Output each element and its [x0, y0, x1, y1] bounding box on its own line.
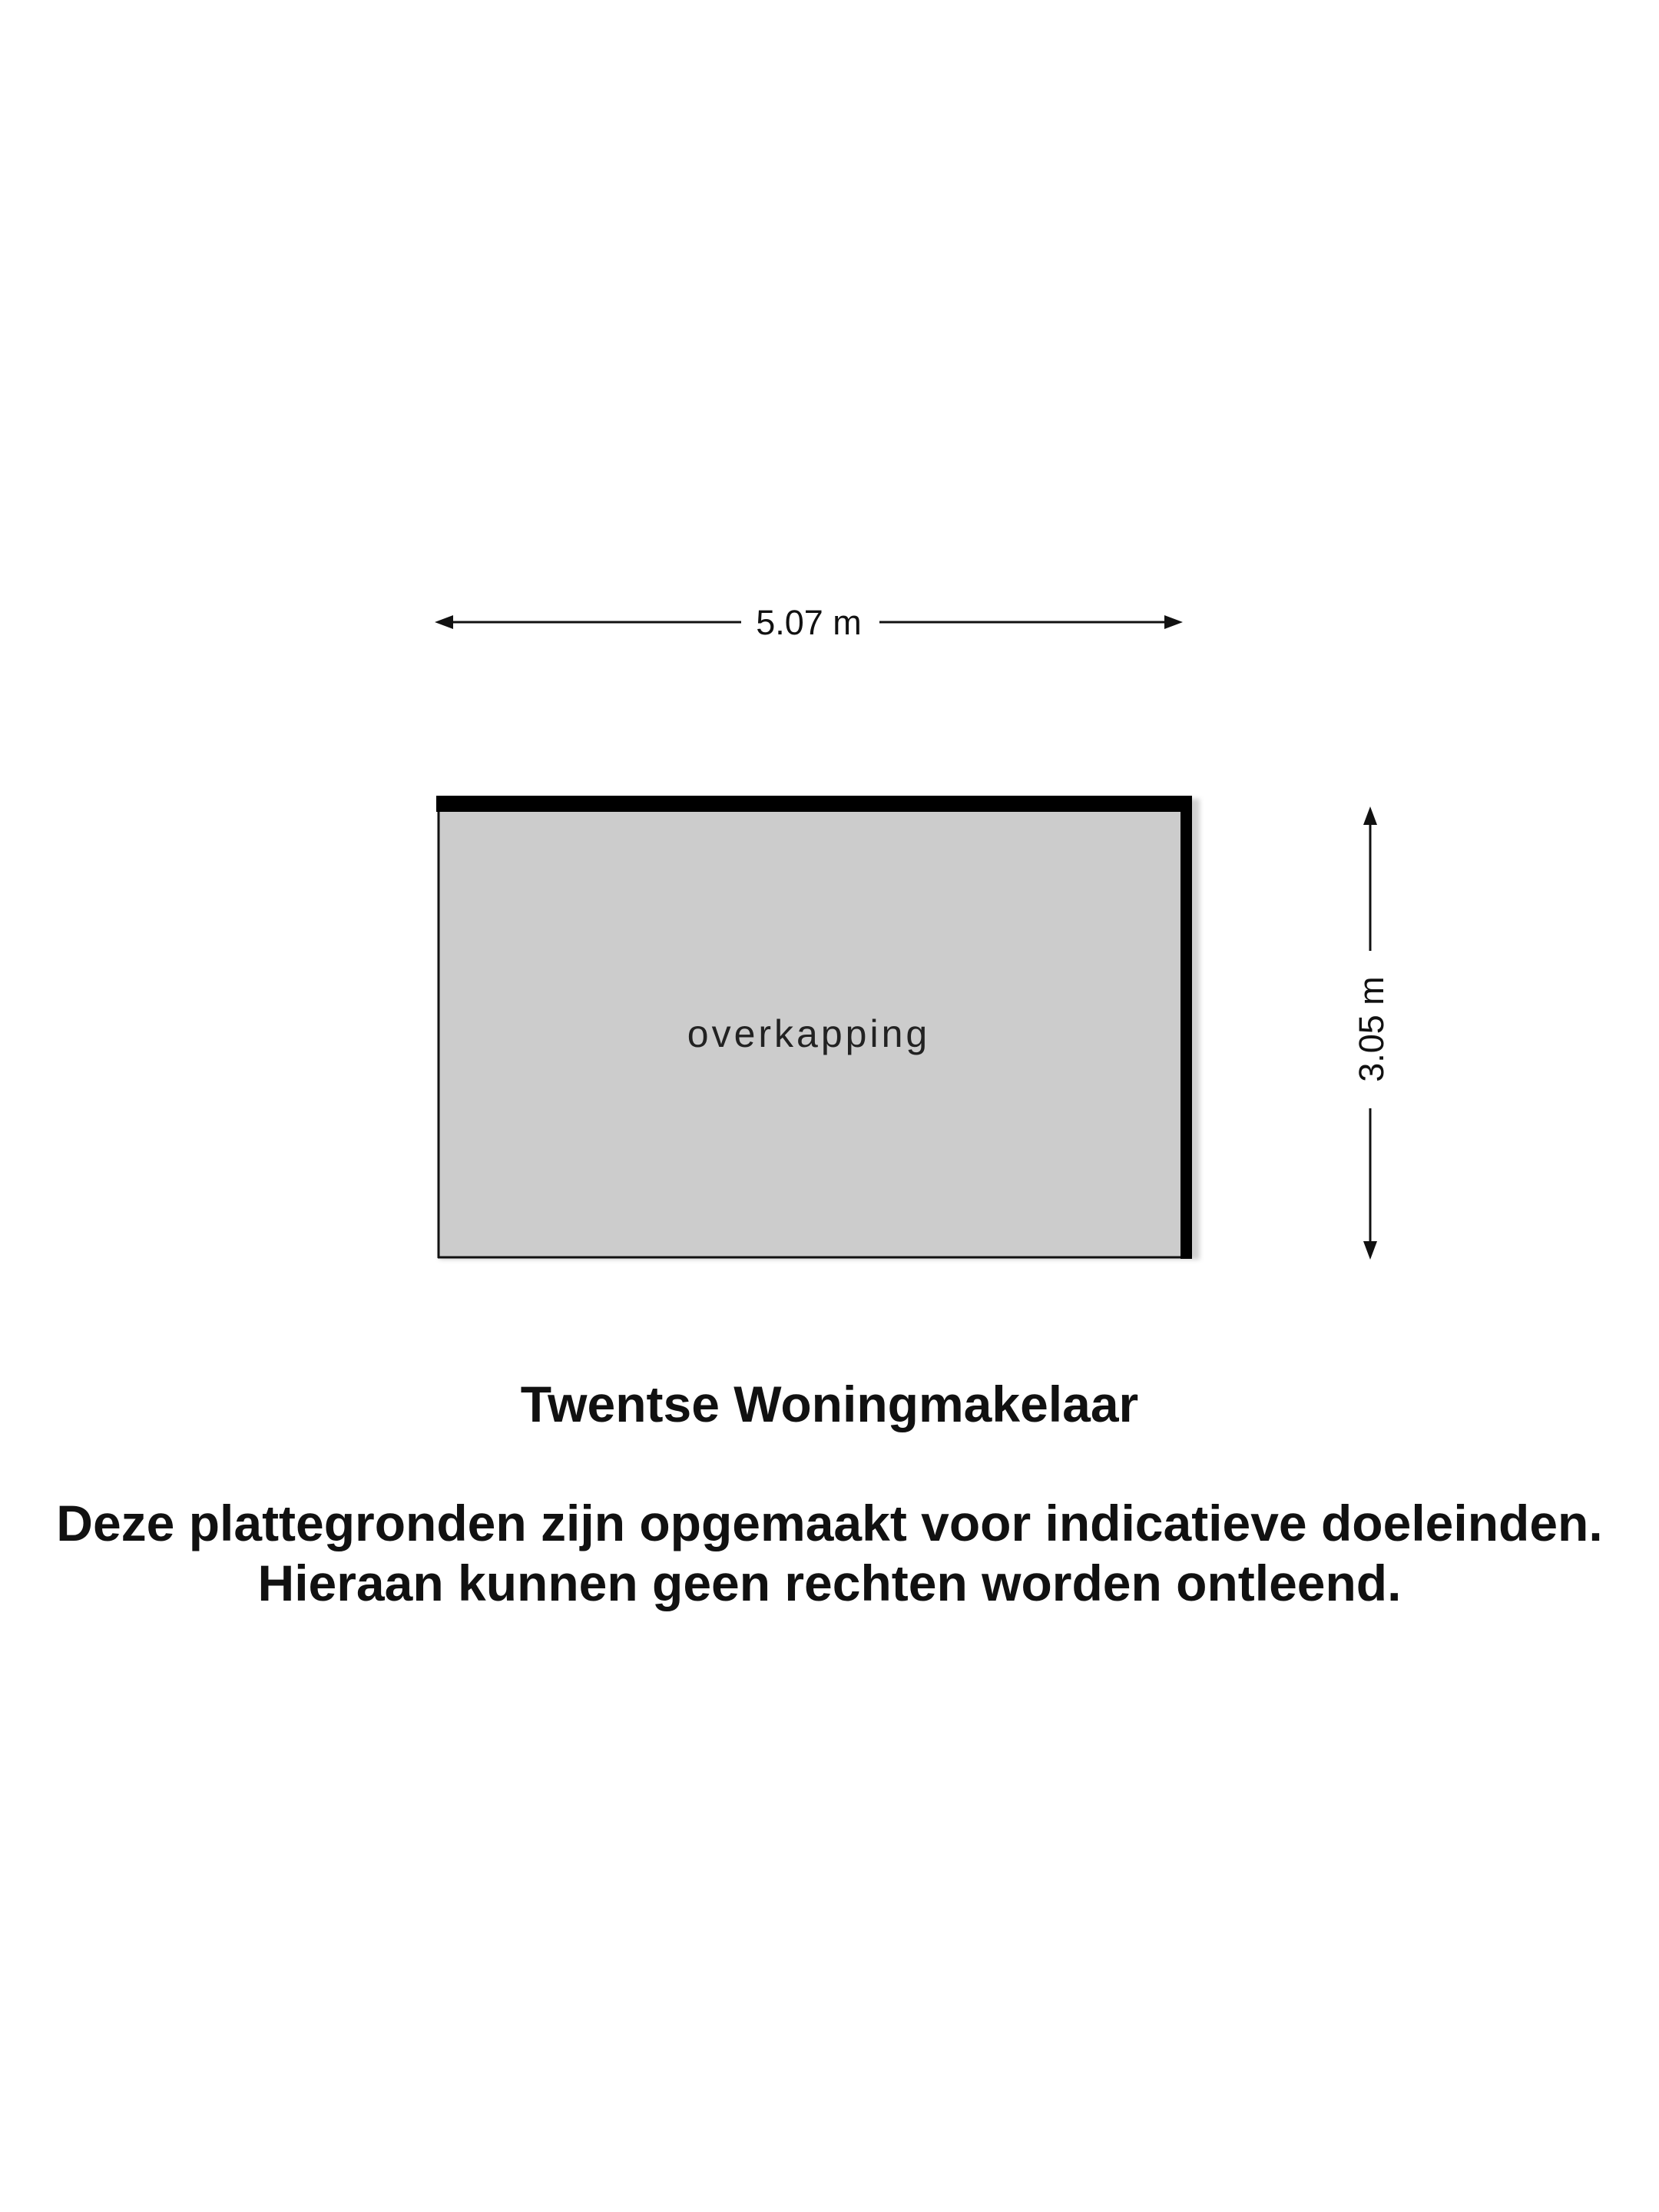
arrow-down-icon: [1363, 1241, 1377, 1260]
width-dimension: [435, 603, 1183, 642]
room-label: overkapping: [687, 1012, 931, 1055]
disclaimer-line-1: Deze plattegronden zijn opgemaakt voor indicatieve doeleinden.: [56, 1495, 1603, 1551]
disclaimer-line-2: Hieraan kunnen geen rechten worden ontleend.: [257, 1555, 1402, 1611]
arrow-left-icon: [435, 615, 453, 629]
wall-top: [436, 796, 1192, 812]
company-name: Twentse Woningmakelaar: [520, 1376, 1139, 1432]
wall-right: [1181, 796, 1192, 1259]
arrow-right-icon: [1164, 615, 1183, 629]
arrow-up-icon: [1363, 806, 1377, 825]
room-overkapping: [436, 796, 1200, 1260]
depth-dimension: [1352, 806, 1391, 1260]
width-label: 5.07 m: [756, 603, 862, 642]
depth-label: 3.05 m: [1352, 976, 1391, 1082]
disclaimer: [0, 1493, 1659, 1613]
